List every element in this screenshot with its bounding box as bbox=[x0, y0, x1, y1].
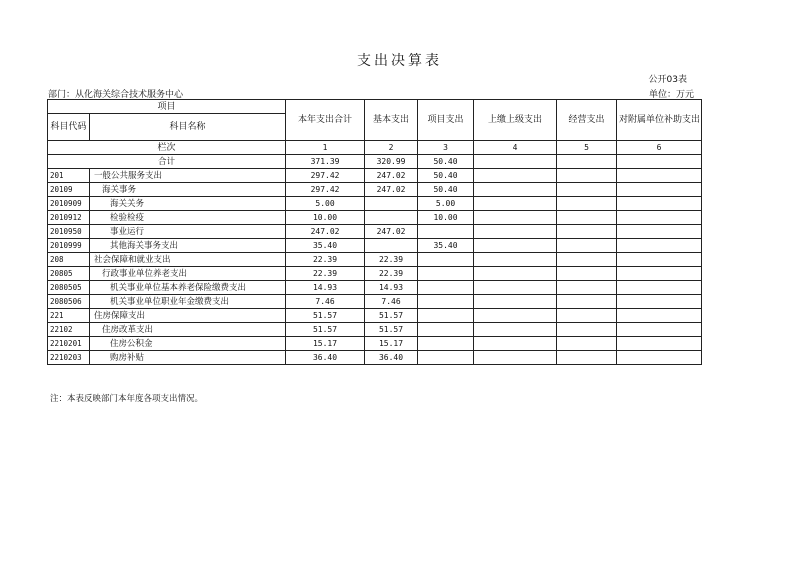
total-row-basic: 320.99 bbox=[365, 155, 418, 169]
cell-code: 208 bbox=[48, 253, 90, 267]
cell-total: 51.57 bbox=[286, 323, 365, 337]
table-row bbox=[48, 253, 702, 267]
footnote: 注：本表反映部门本年度各项支出情况。 bbox=[50, 394, 204, 404]
empty-cell bbox=[557, 197, 617, 211]
name-header: 科目名称 bbox=[90, 114, 286, 141]
empty-cell bbox=[474, 337, 557, 351]
cell-total: 22.39 bbox=[286, 267, 365, 281]
cell-total: 247.02 bbox=[286, 225, 365, 239]
seq-cell: 1 bbox=[286, 141, 365, 155]
empty-cell bbox=[474, 155, 557, 169]
cell-code: 2010909 bbox=[48, 197, 90, 211]
empty-cell bbox=[617, 225, 702, 239]
cell-project: 50.40 bbox=[418, 169, 474, 183]
cell-project bbox=[418, 337, 474, 351]
cell-total: 35.40 bbox=[286, 239, 365, 253]
empty-cell bbox=[617, 197, 702, 211]
empty-cell bbox=[617, 337, 702, 351]
cell-code: 20109 bbox=[48, 183, 90, 197]
table-row bbox=[48, 169, 702, 183]
empty-cell bbox=[617, 295, 702, 309]
item-group-header: 项目 bbox=[48, 100, 286, 114]
empty-cell bbox=[617, 351, 702, 365]
empty-cell bbox=[617, 281, 702, 295]
empty-cell bbox=[557, 183, 617, 197]
empty-cell bbox=[617, 239, 702, 253]
cell-name: 社会保障和就业支出 bbox=[90, 253, 286, 267]
empty-cell bbox=[474, 295, 557, 309]
cell-code: 2010912 bbox=[48, 211, 90, 225]
cell-basic: 247.02 bbox=[365, 225, 418, 239]
cell-basic: 15.17 bbox=[365, 337, 418, 351]
cell-project bbox=[418, 267, 474, 281]
cell-basic: 247.02 bbox=[365, 169, 418, 183]
cell-basic: 14.93 bbox=[365, 281, 418, 295]
cell-total: 36.40 bbox=[286, 351, 365, 365]
cell-basic: 22.39 bbox=[365, 267, 418, 281]
table-row bbox=[48, 309, 702, 323]
cell-total: 14.93 bbox=[286, 281, 365, 295]
total-row-total: 371.39 bbox=[286, 155, 365, 169]
page-title: 支出决算表 bbox=[357, 53, 442, 69]
empty-cell bbox=[557, 253, 617, 267]
cell-basic bbox=[365, 197, 418, 211]
cell-basic: 247.02 bbox=[365, 183, 418, 197]
cell-basic: 22.39 bbox=[365, 253, 418, 267]
empty-cell bbox=[474, 211, 557, 225]
table-row bbox=[48, 351, 702, 365]
empty-cell bbox=[617, 155, 702, 169]
cell-total: 10.00 bbox=[286, 211, 365, 225]
cell-name: 海关事务 bbox=[90, 183, 286, 197]
cell-code: 2010950 bbox=[48, 225, 90, 239]
cell-project bbox=[418, 351, 474, 365]
table-row bbox=[48, 239, 702, 253]
cell-total: 297.42 bbox=[286, 169, 365, 183]
cell-total: 7.46 bbox=[286, 295, 365, 309]
empty-cell bbox=[617, 309, 702, 323]
cell-code: 2210201 bbox=[48, 337, 90, 351]
cell-name: 机关事业单位基本养老保险缴费支出 bbox=[90, 281, 286, 295]
business-header: 经营支出 bbox=[557, 100, 617, 141]
cell-project: 5.00 bbox=[418, 197, 474, 211]
empty-cell bbox=[617, 211, 702, 225]
table-row bbox=[48, 295, 702, 309]
empty-cell bbox=[474, 351, 557, 365]
table-row bbox=[48, 197, 702, 211]
empty-cell bbox=[557, 169, 617, 183]
cell-project bbox=[418, 295, 474, 309]
table-row bbox=[48, 281, 702, 295]
empty-cell bbox=[557, 295, 617, 309]
empty-cell bbox=[557, 309, 617, 323]
seq-cell: 6 bbox=[617, 141, 702, 155]
cell-project: 35.40 bbox=[418, 239, 474, 253]
cell-name: 行政事业单位养老支出 bbox=[90, 267, 286, 281]
empty-cell bbox=[557, 239, 617, 253]
total-header: 本年支出合计 bbox=[286, 100, 365, 141]
code-header: 科目代码 bbox=[48, 114, 90, 141]
total-row-label: 合计 bbox=[48, 155, 286, 169]
empty-cell bbox=[474, 239, 557, 253]
empty-cell bbox=[557, 155, 617, 169]
subsidy-header: 对附属单位补助支出 bbox=[617, 100, 702, 141]
table-row bbox=[48, 211, 702, 225]
empty-cell bbox=[474, 281, 557, 295]
empty-cell bbox=[617, 267, 702, 281]
department-label: 部门：从化海关综合技术服务中心 bbox=[48, 90, 184, 100]
cell-name: 事业运行 bbox=[90, 225, 286, 239]
unit-label: 单位：万元 bbox=[648, 90, 694, 100]
table-row bbox=[48, 337, 702, 351]
cell-project bbox=[418, 309, 474, 323]
cell-total: 297.42 bbox=[286, 183, 365, 197]
cell-name: 住房保障支出 bbox=[90, 309, 286, 323]
cell-code: 2080505 bbox=[48, 281, 90, 295]
total-row-project: 50.40 bbox=[418, 155, 474, 169]
empty-cell bbox=[474, 197, 557, 211]
seq-cell: 4 bbox=[474, 141, 557, 155]
basic-header: 基本支出 bbox=[365, 100, 418, 141]
cell-code: 221 bbox=[48, 309, 90, 323]
cell-basic bbox=[365, 211, 418, 225]
cell-total: 51.57 bbox=[286, 309, 365, 323]
cell-name: 海关关务 bbox=[90, 197, 286, 211]
empty-cell bbox=[557, 351, 617, 365]
empty-cell bbox=[557, 323, 617, 337]
upper-header: 上缴上级支出 bbox=[474, 100, 557, 141]
seq-cell: 5 bbox=[557, 141, 617, 155]
cell-basic: 51.57 bbox=[365, 309, 418, 323]
cell-code: 20805 bbox=[48, 267, 90, 281]
cell-project: 50.40 bbox=[418, 183, 474, 197]
empty-cell bbox=[474, 253, 557, 267]
cell-basic: 36.40 bbox=[365, 351, 418, 365]
empty-cell bbox=[474, 309, 557, 323]
seq-label: 栏次 bbox=[48, 141, 286, 155]
cell-name: 购房补贴 bbox=[90, 351, 286, 365]
empty-cell bbox=[617, 323, 702, 337]
empty-cell bbox=[557, 211, 617, 225]
cell-basic: 51.57 bbox=[365, 323, 418, 337]
form-code: 公开03表 bbox=[648, 75, 687, 85]
empty-cell bbox=[557, 267, 617, 281]
project-header: 项目支出 bbox=[418, 100, 474, 141]
empty-cell bbox=[474, 225, 557, 239]
empty-cell bbox=[557, 225, 617, 239]
cell-name: 机关事业单位职业年金缴费支出 bbox=[90, 295, 286, 309]
cell-name: 住房改革支出 bbox=[90, 323, 286, 337]
empty-cell bbox=[617, 183, 702, 197]
empty-cell bbox=[617, 253, 702, 267]
cell-project bbox=[418, 323, 474, 337]
cell-code: 22102 bbox=[48, 323, 90, 337]
cell-project bbox=[418, 225, 474, 239]
cell-code: 2210203 bbox=[48, 351, 90, 365]
cell-name: 其他海关事务支出 bbox=[90, 239, 286, 253]
seq-cell: 2 bbox=[365, 141, 418, 155]
table-row bbox=[48, 225, 702, 239]
empty-cell bbox=[617, 169, 702, 183]
cell-code: 2080506 bbox=[48, 295, 90, 309]
cell-project: 10.00 bbox=[418, 211, 474, 225]
cell-project bbox=[418, 253, 474, 267]
cell-total: 22.39 bbox=[286, 253, 365, 267]
table-row bbox=[48, 267, 702, 281]
cell-total: 15.17 bbox=[286, 337, 365, 351]
cell-total: 5.00 bbox=[286, 197, 365, 211]
cell-code: 201 bbox=[48, 169, 90, 183]
empty-cell bbox=[474, 183, 557, 197]
empty-cell bbox=[557, 337, 617, 351]
cell-code: 2010999 bbox=[48, 239, 90, 253]
empty-cell bbox=[474, 267, 557, 281]
expenditure-table bbox=[47, 99, 702, 365]
cell-name: 一般公共服务支出 bbox=[90, 169, 286, 183]
table-row bbox=[48, 323, 702, 337]
cell-name: 检验检疫 bbox=[90, 211, 286, 225]
cell-basic: 7.46 bbox=[365, 295, 418, 309]
empty-cell bbox=[474, 169, 557, 183]
table-row bbox=[48, 183, 702, 197]
empty-cell bbox=[474, 323, 557, 337]
cell-basic bbox=[365, 239, 418, 253]
cell-name: 住房公积金 bbox=[90, 337, 286, 351]
seq-cell: 3 bbox=[418, 141, 474, 155]
empty-cell bbox=[557, 281, 617, 295]
cell-project bbox=[418, 281, 474, 295]
